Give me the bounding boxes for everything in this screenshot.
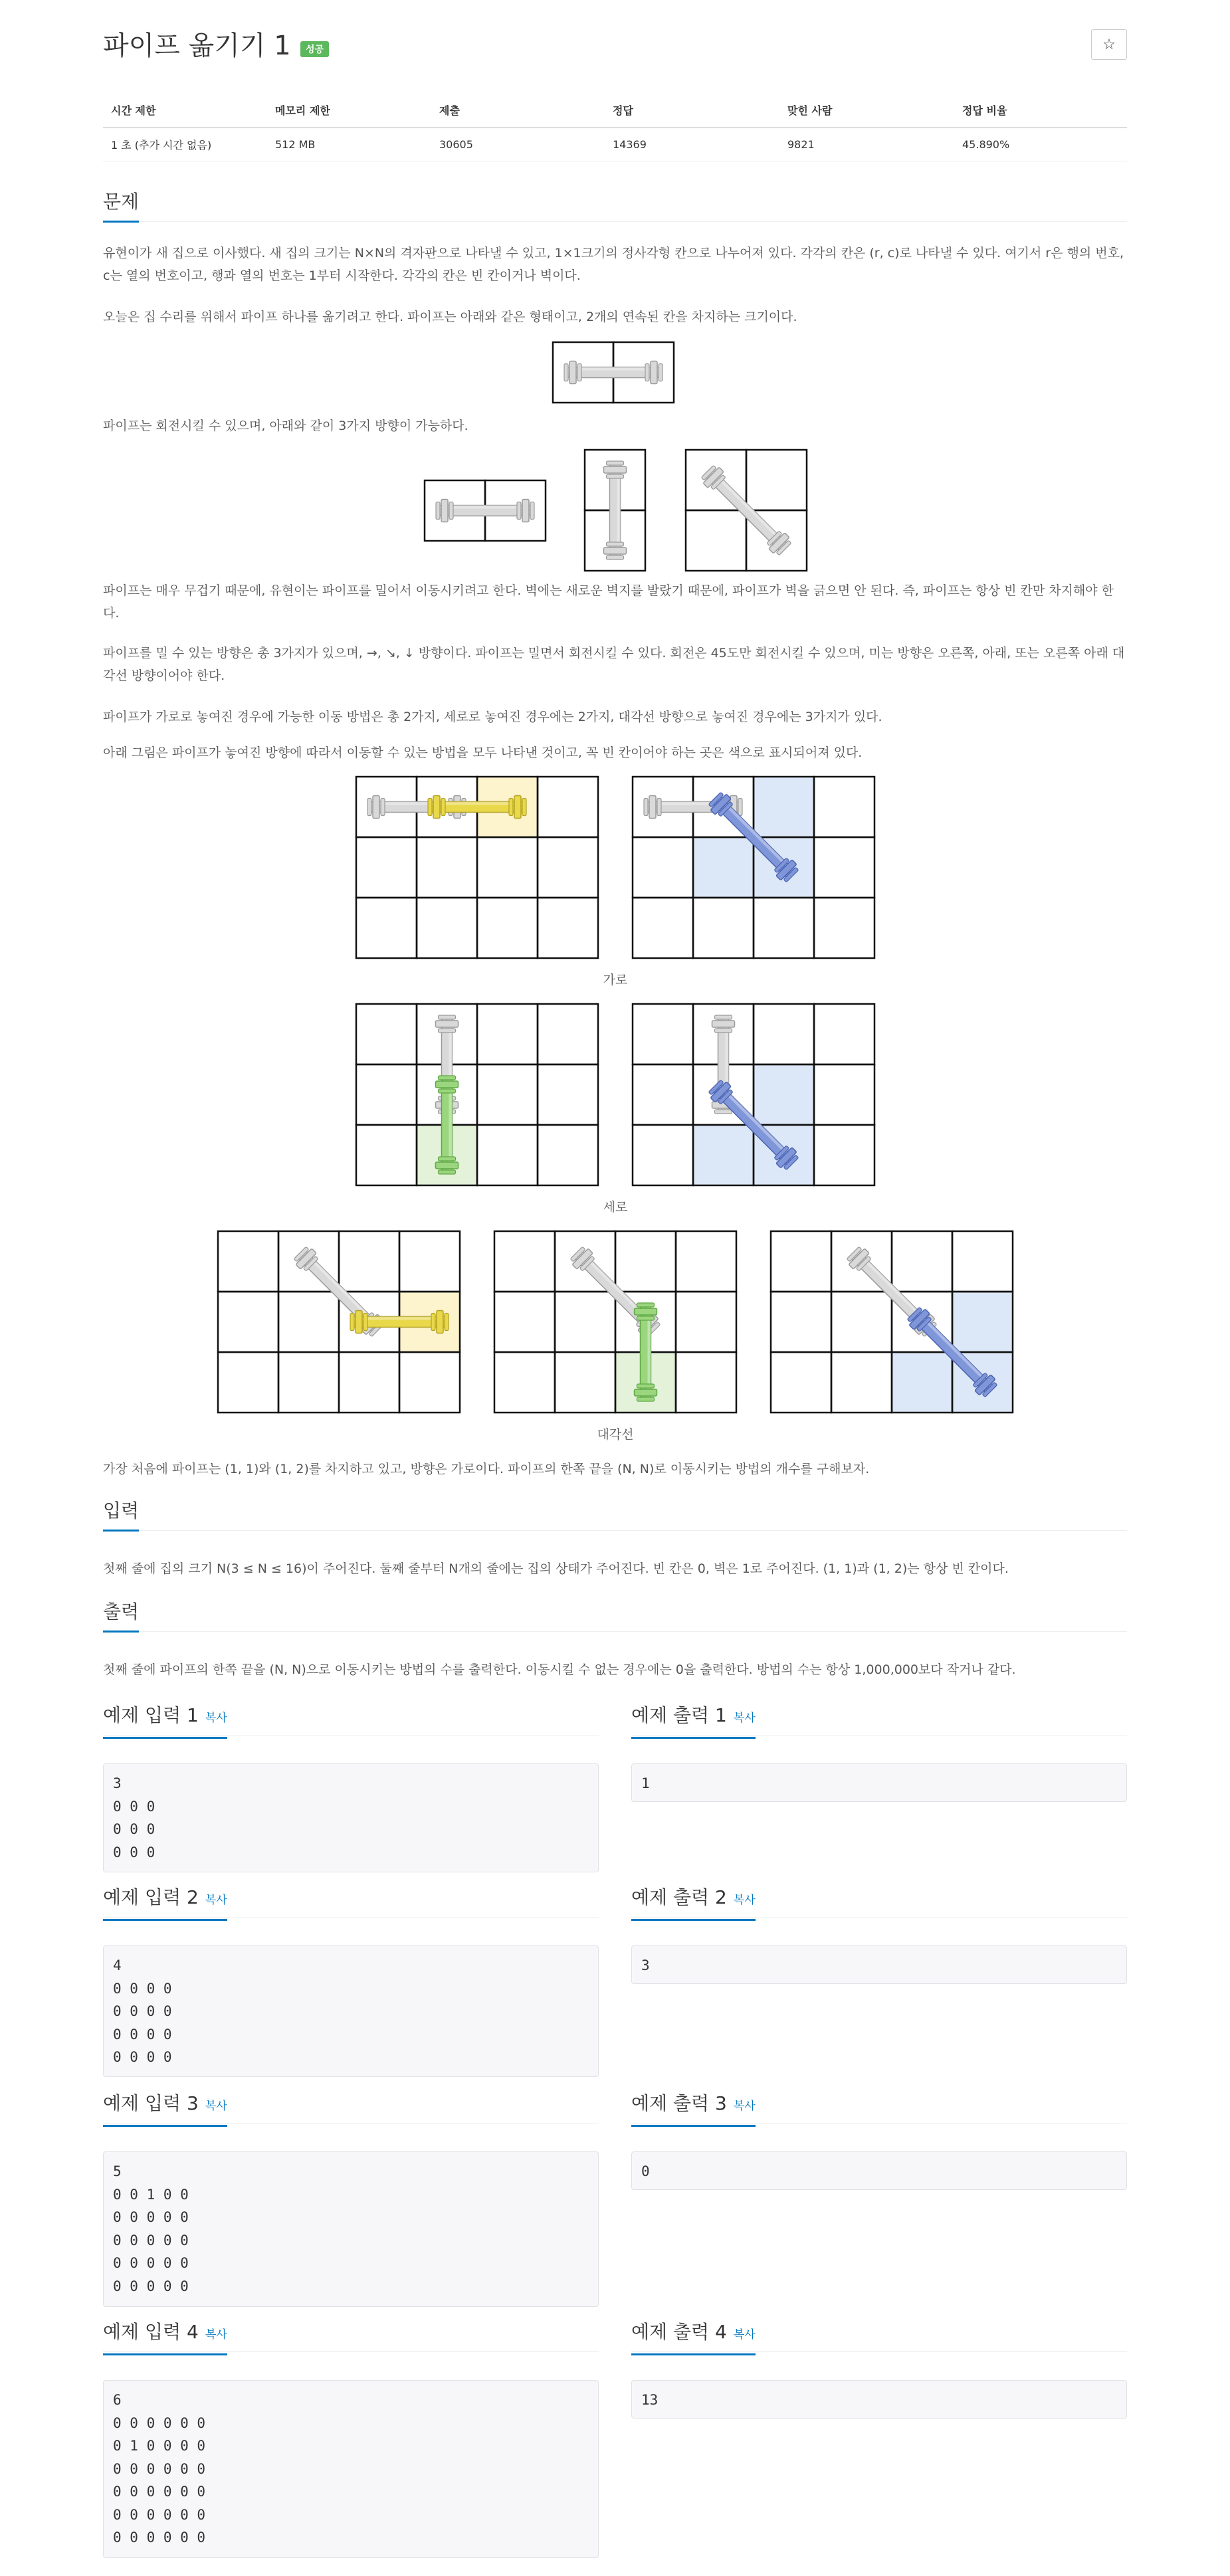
- grid-cell: [538, 1004, 598, 1064]
- horizontal-move-diagonal-grid: [632, 776, 875, 958]
- sample-input-3-title: 예제 입력 3: [103, 2092, 199, 2114]
- grid-cell: [676, 1231, 736, 1292]
- pipe-vertical-figure: [584, 449, 647, 571]
- grid-cell: [356, 837, 417, 898]
- copy-sample-input-1-button[interactable]: 복사: [205, 1712, 227, 1725]
- sample-input-4[interactable]: 6 0 0 0 0 0 0 0 1 0 0 0 0 0 0 0 0 0 0 0 0 0 0 0 0 0 0 0 0 0 0 0 0 0 0 0 0: [103, 2380, 599, 2558]
- grid-cell: [615, 1231, 676, 1292]
- problem-paragraph-5: 파이프를 밀 수 있는 방향은 총 3가지가 있으며, →, ↘, ↓ 방향이다. 파이프는 밀면서 회전시킬 수 있다. 회전은 45도만 회전시킬 수 있으며, 미는 방향은 오른쪽, 아래, 또는 오른쪽 아래 대각선 방향이어야 한다.: [103, 646, 1125, 683]
- grid-cell: [771, 1352, 831, 1413]
- grid-cell: [356, 1004, 417, 1064]
- grid-cell: [339, 1352, 399, 1413]
- grid-cell: [477, 1004, 538, 1064]
- problem-paragraph-2: 오늘은 집 수리를 위해서 파이프 하나를 옮기려고 한다. 파이프는 아래와 같은 형태이고, 2개의 연속된 칸을 차지하는 크기이다.: [103, 310, 797, 324]
- value-memory-limit: 512 MB: [267, 128, 431, 161]
- sample-input-3-headline: [103, 2089, 599, 2124]
- sample-output-1[interactable]: 1: [631, 1763, 1127, 1802]
- grid-cell: [633, 898, 693, 958]
- problem-headline: [103, 187, 1127, 222]
- grid-cell: [477, 1064, 538, 1125]
- grid-cell: [633, 1125, 693, 1185]
- title-row: [103, 29, 1127, 62]
- grid-cell: [494, 1292, 555, 1352]
- diagonal-move-down-grid: [494, 1231, 737, 1413]
- grid-cell: [814, 898, 874, 958]
- grid-cell: [754, 1004, 814, 1064]
- grid-cell: [538, 1064, 598, 1125]
- grid-cell: [477, 898, 538, 958]
- required-empty-cell: [693, 837, 754, 898]
- required-empty-cell: [754, 777, 814, 837]
- sample-input-3[interactable]: 5 0 0 1 0 0 0 0 0 0 0 0 0 0 0 0 0 0 0 0 0 0 0 0 0 0: [103, 2151, 599, 2307]
- output-heading: 출력: [103, 1597, 139, 1633]
- value-accepted: 14369: [605, 128, 779, 161]
- sample-input-1-headline: [103, 1701, 599, 1735]
- copy-sample-input-3-button[interactable]: 복사: [205, 2100, 227, 2113]
- input-headline: [103, 1496, 1127, 1531]
- grid-cell: [399, 1231, 460, 1292]
- copy-sample-input-4-button[interactable]: 복사: [205, 2328, 227, 2341]
- grid-cell: [417, 837, 477, 898]
- sample-input-1-title: 예제 입력 1: [103, 1704, 199, 1726]
- grid-cell: [746, 450, 807, 510]
- header-time-limit: 시간 제한: [103, 93, 267, 128]
- grid-cell: [555, 1352, 615, 1413]
- grid-cell: [494, 1352, 555, 1413]
- grid-cell: [831, 1352, 892, 1413]
- sample-output-3-title: 예제 출력 3: [631, 2092, 727, 2114]
- sample-input-2[interactable]: 4 0 0 0 0 0 0 0 0 0 0 0 0 0 0 0 0: [103, 1945, 599, 2077]
- sample-output-2-headline: [631, 1883, 1127, 1918]
- input-heading: 입력: [103, 1496, 139, 1532]
- sample-input-1[interactable]: 3 0 0 0 0 0 0 0 0 0: [103, 1763, 599, 1872]
- status-badge: 성공: [300, 41, 329, 57]
- star-button[interactable]: [1091, 29, 1127, 60]
- grid-cell: [278, 1292, 339, 1352]
- grid-cell: [676, 1292, 736, 1352]
- sample-output-3-headline: [631, 2089, 1127, 2124]
- problem-info-table: [103, 93, 1127, 161]
- grid-cell: [417, 898, 477, 958]
- sample-input-2-title: 예제 입력 2: [103, 1886, 199, 1908]
- copy-sample-output-1-button[interactable]: 복사: [733, 1712, 756, 1725]
- sample-input-4-headline: [103, 2318, 599, 2352]
- input-description: 첫째 줄에 집의 크기 N(3 ≤ N ≤ 16)이 주어진다. 둘째 줄부터 N개의 줄에는 집의 상태가 주어진다. 빈 칸은 0, 벽은 1로 주어진다. (1, 1)과 (1, 2)는 항상 빈 칸이다.: [103, 1561, 1009, 1576]
- caption-horizontal: 가로: [603, 973, 628, 987]
- grid-cell: [771, 1292, 831, 1352]
- grid-cell: [676, 1352, 736, 1413]
- problem-paragraph-6: 파이프가 가로로 놓여진 경우에 가능한 이동 방법은 총 2가지, 세로로 놓여진 경우에는 2가지, 대각선 방향으로 놓여진 경우에는 3가지가 있다.: [103, 710, 882, 724]
- problem-paragraph-8: 가장 처음에 파이프는 (1, 1)와 (1, 2)를 차지하고 있고, 방향은 가로이다. 파이프의 한쪽 끝을 (N, N)로 이동시키는 방법의 개수를 구해보자.: [103, 1462, 870, 1476]
- caption-vertical: 세로: [603, 1200, 628, 1215]
- grid-cell: [477, 837, 538, 898]
- problem-paragraph-1: 유현이가 새 집으로 이사했다. 새 집의 크기는 N×N의 격자판으로 나타낼 수 있고, 1×1크기의 정사각형 칸으로 나누어져 있다. 각각의 칸은 (r, c)로 나타낼 수 있다. 여기서 r은 행의 번호, c는 열의 번호이고, 행과 열의 번호는 1부터 시작한다. 각각의 칸은 빈 칸이거나 벽이다.: [103, 246, 1124, 283]
- grid-cell: [771, 1231, 831, 1292]
- value-accept-ratio: 45.890%: [954, 128, 1127, 161]
- grid-cell: [278, 1352, 339, 1413]
- grid-cell: [218, 1352, 278, 1413]
- grid-cell: [892, 1231, 952, 1292]
- vertical-move-diagonal-grid: [632, 1003, 875, 1185]
- sample-input-4-title: 예제 입력 4: [103, 2321, 199, 2343]
- grid-cell: [633, 837, 693, 898]
- required-empty-cell: [693, 1125, 754, 1185]
- sample-output-1-headline: [631, 1701, 1127, 1735]
- grid-cell: [477, 1125, 538, 1185]
- value-time-limit: 1 초 (추가 시간 없음): [103, 128, 267, 161]
- header-accepted: 정답: [605, 93, 779, 128]
- header-memory-limit: 메모리 제한: [267, 93, 431, 128]
- grid-cell: [538, 777, 598, 837]
- value-submissions: 30605: [431, 128, 605, 161]
- sample-output-4-headline: [631, 2318, 1127, 2352]
- problem-paragraph-7: 아래 그림은 파이프가 놓여진 방향에 따라서 이동할 수 있는 방법을 모두 나타낸 것이고, 꼭 빈 칸이어야 하는 곳은 색으로 표시되어져 있다.: [103, 745, 863, 760]
- diagonal-move-right-grid: [217, 1231, 461, 1413]
- star-icon: ☆: [1102, 36, 1116, 52]
- sample-output-4[interactable]: 13: [631, 2380, 1127, 2419]
- grid-cell: [814, 1004, 874, 1064]
- grid-cell: [538, 898, 598, 958]
- sample-output-1-title: 예제 출력 1: [631, 1704, 727, 1726]
- grid-cell: [633, 1064, 693, 1125]
- pipe-shape-figure: [552, 342, 674, 404]
- grid-cell: [693, 898, 754, 958]
- required-empty-cell: [892, 1352, 952, 1413]
- grid-cell: [754, 898, 814, 958]
- problem-paragraph-3: 파이프는 회전시킬 수 있으며, 아래와 같이 3가지 방향이 가능하다.: [103, 419, 468, 433]
- info-header-row: [103, 93, 1127, 128]
- grid-cell: [814, 1125, 874, 1185]
- caption-diagonal: 대각선: [597, 1427, 634, 1442]
- grid-cell: [952, 1231, 1013, 1292]
- output-description: 첫째 줄에 파이프의 한쪽 끝을 (N, N)으로 이동시키는 방법의 수를 출력한다. 이동시킬 수 없는 경우에는 0을 출력한다. 방법의 수는 항상 1,000,000보다 작거나 같다.: [103, 1662, 1016, 1677]
- diagonal-move-diagonal-grid: [770, 1231, 1013, 1413]
- pipe-horizontal-figure: [424, 480, 546, 542]
- grid-cell: [494, 1231, 555, 1292]
- grid-cell: [814, 1064, 874, 1125]
- copy-sample-output-3-button[interactable]: 복사: [733, 2100, 756, 2113]
- pipe-diagonal-figure: [685, 449, 807, 571]
- required-empty-cell: [754, 1064, 814, 1125]
- grid-cell: [555, 1292, 615, 1352]
- grid-cell: [399, 1352, 460, 1413]
- copy-sample-input-2-button[interactable]: 복사: [205, 1894, 227, 1907]
- value-solvers: 9821: [779, 128, 954, 161]
- grid-cell: [686, 510, 746, 571]
- sample-output-2[interactable]: 3: [631, 1945, 1127, 1984]
- header-accept-ratio: 정답 비율: [954, 93, 1127, 128]
- page-title: 파이프 옮기기 1: [103, 31, 291, 61]
- sample-output-2-title: 예제 출력 2: [631, 1886, 727, 1908]
- required-empty-cell: [952, 1292, 1013, 1352]
- vertical-move-down-grid: [356, 1003, 599, 1185]
- grid-cell: [218, 1292, 278, 1352]
- grid-cell: [633, 1004, 693, 1064]
- grid-cell: [356, 898, 417, 958]
- horizontal-move-right-grid: [356, 776, 599, 958]
- sample-input-2-headline: [103, 1883, 599, 1918]
- problem-paragraph-4: 파이프는 매우 무겁기 때문에, 유현이는 파이프를 밀어서 이동시키려고 한다. 벽에는 새로운 벽지를 발랐기 때문에, 파이프가 벽을 긁으면 안 된다. 즉, 파이프는 항상 빈 칸만 차지해야 한다.: [103, 583, 1114, 621]
- copy-sample-output-2-button[interactable]: 복사: [733, 1894, 756, 1907]
- grid-cell: [831, 1292, 892, 1352]
- grid-cell: [814, 777, 874, 837]
- output-headline: [103, 1597, 1127, 1632]
- grid-cell: [356, 1125, 417, 1185]
- sample-output-4-title: 예제 출력 4: [631, 2321, 727, 2343]
- info-value-row: [103, 128, 1127, 161]
- grid-cell: [538, 1125, 598, 1185]
- grid-cell: [218, 1231, 278, 1292]
- sample-output-3[interactable]: 0: [631, 2151, 1127, 2190]
- problem-heading: 문제: [103, 187, 139, 223]
- header-solvers: 맞힌 사람: [779, 93, 954, 128]
- copy-sample-output-4-button[interactable]: 복사: [733, 2328, 756, 2341]
- grid-cell: [339, 1231, 399, 1292]
- grid-cell: [538, 837, 598, 898]
- grid-cell: [356, 1064, 417, 1125]
- header-submissions: 제출: [431, 93, 605, 128]
- grid-cell: [814, 837, 874, 898]
